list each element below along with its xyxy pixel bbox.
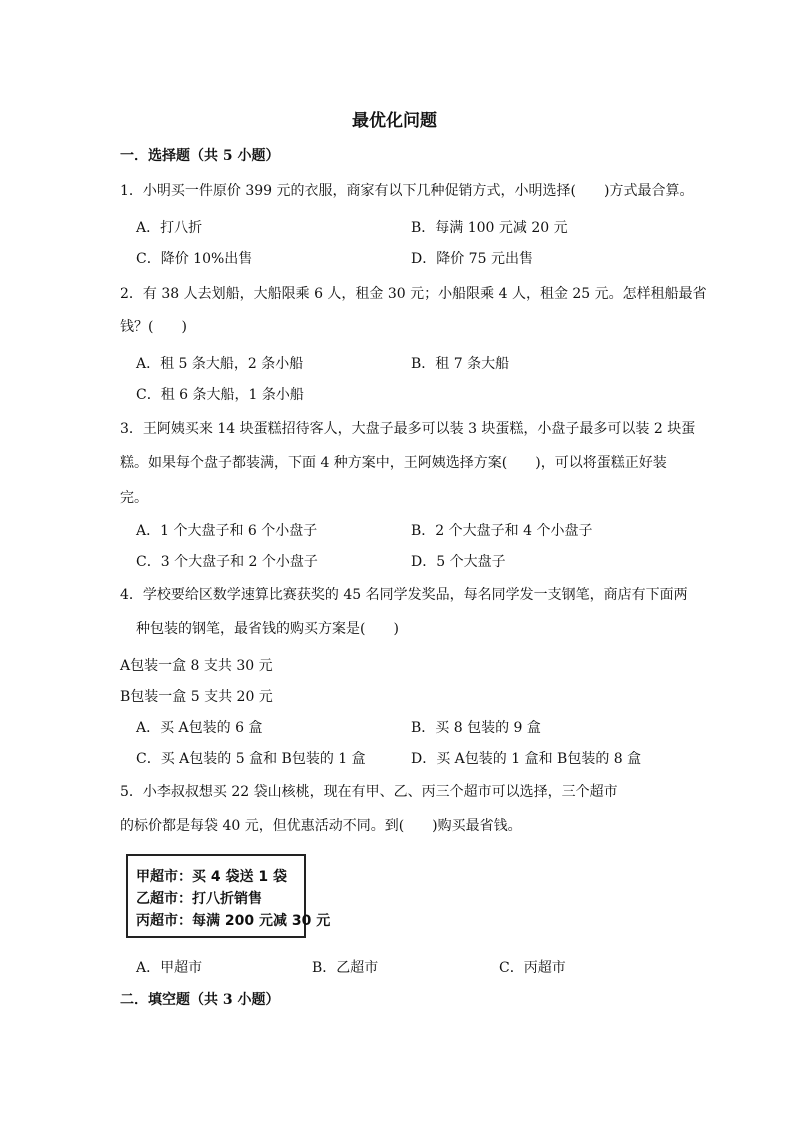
question-1-option-d[interactable]: D．降价 75 元出售 [411, 251, 533, 267]
question-2-text-line2: 钱？( ) [120, 319, 187, 335]
page-title: 最优化问题 [352, 111, 437, 131]
question-4-package-a: A包装一盒 8 支共 30 元 [120, 658, 273, 674]
section-heading-choice: 一．选择题（共 5 小题） [120, 148, 280, 164]
question-3-text-line2: 糕。如果每个盘子都装满，下面 4 种方案中，王阿姨选择方案( )，可以将蛋糕正好装 [120, 455, 667, 471]
question-2-option-b[interactable]: B．租 7 条大船 [411, 356, 510, 372]
question-4-text-line1: 4．学校要给区数学速算比赛获奖的 45 名同学发奖品，每名同学发一支钢笔，商店有下面两 [120, 587, 688, 603]
promo-line-bing: 丙超市：每满 200 元减 30 元 [136, 913, 331, 929]
question-4-option-d[interactable]: D．买 A包装的 1 盒和 B包装的 8 盒 [411, 751, 642, 767]
question-3-option-c[interactable]: C．3 个大盘子和 2 个小盘子 [136, 554, 318, 570]
question-2-option-a[interactable]: A．租 5 条大船，2 条小船 [136, 356, 304, 372]
section-heading-fill: 二．填空题（共 3 小题） [120, 992, 280, 1008]
question-4-option-c[interactable]: C．买 A包装的 5 盒和 B包装的 1 盒 [136, 751, 366, 767]
question-1-option-b[interactable]: B．每满 100 元减 20 元 [411, 220, 568, 236]
question-3-option-b[interactable]: B．2 个大盘子和 4 个小盘子 [411, 523, 593, 539]
question-3-option-a[interactable]: A．1 个大盘子和 6 个小盘子 [136, 523, 318, 539]
question-4-text-line2: 种包装的钢笔，最省钱的购买方案是( ) [136, 621, 399, 637]
question-1-option-a[interactable]: A．打八折 [136, 220, 203, 236]
promo-line-jia: 甲超市：买 4 袋送 1 袋 [136, 869, 287, 885]
question-1-option-c[interactable]: C．降价 10%出售 [136, 251, 253, 267]
question-5-text-line2: 的标价都是每袋 40 元，但优惠活动不同。到( )购买最省钱。 [120, 818, 522, 834]
supermarket-promotion-box [126, 854, 331, 938]
question-5-option-b[interactable]: B．乙超市 [312, 960, 379, 976]
question-4-package-b: B包装一盒 5 支共 20 元 [120, 689, 273, 705]
promo-line-yi: 乙超市：打八折销售 [136, 891, 262, 907]
question-4-option-a[interactable]: A．买 A包装的 6 盒 [136, 720, 263, 736]
question-3-text-line3: 完。 [120, 490, 148, 506]
question-4-option-b[interactable]: B．买 8 包装的 9 盒 [411, 720, 541, 736]
question-5-text-line1: 5．小李叔叔想买 22 袋山核桃，现在有甲、乙、丙三个超市可以选择，三个超市 [120, 784, 618, 800]
question-5-option-a[interactable]: A．甲超市 [136, 960, 203, 976]
question-1-text: 1．小明买一件原价 399 元的衣服，商家有以下几种促销方式，小明选择( )方式最合算。 [120, 183, 694, 199]
question-2-text-line1: 2．有 38 人去划船，大船限乘 6 人，租金 30 元；小船限乘 4 人，租金 25 元。怎样租船最省 [120, 286, 707, 302]
question-5-option-c[interactable]: C．丙超市 [499, 960, 566, 976]
question-2-option-c[interactable]: C．租 6 条大船，1 条小船 [136, 387, 304, 403]
question-3-text-line1: 3．王阿姨买来 14 块蛋糕招待客人，大盘子最多可以装 3 块蛋糕，小盘子最多可以装 2 块蛋 [120, 421, 696, 437]
question-3-option-d[interactable]: D．5 个大盘子 [411, 554, 506, 570]
